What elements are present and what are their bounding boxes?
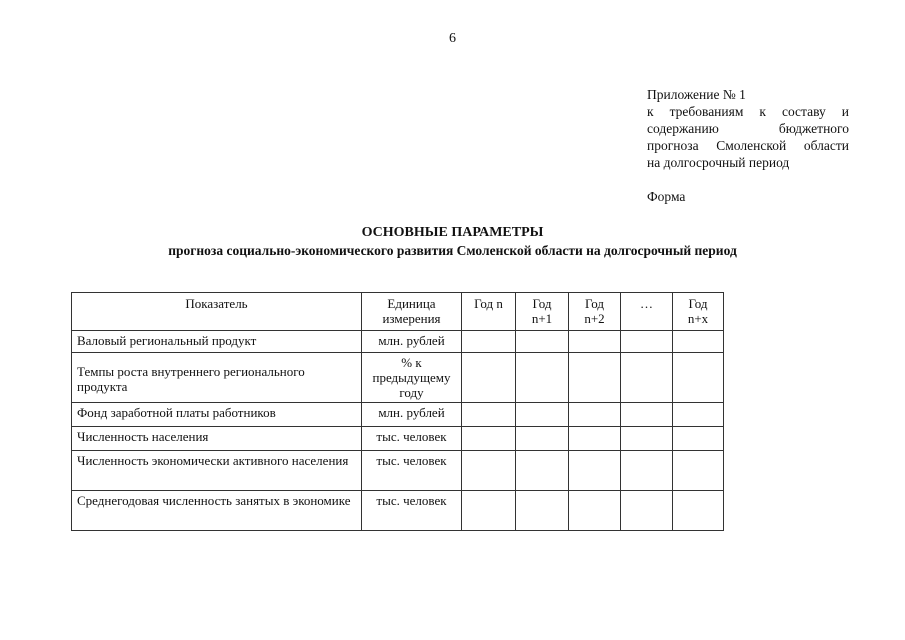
value-cell — [462, 353, 516, 403]
table-row — [72, 353, 724, 403]
indicator-cell: Фонд заработной платы работников — [72, 403, 362, 427]
header-indicator: Показатель — [72, 293, 362, 331]
value-cell — [621, 451, 673, 491]
parameters-table — [71, 292, 724, 531]
unit-cell: тыс. человек — [362, 451, 462, 491]
indicator-cell: Численность населения — [72, 427, 362, 451]
header-year-n: Год n — [462, 293, 516, 331]
form-label: Форма — [647, 189, 686, 204]
header-year-n1: Год n+1 — [516, 293, 569, 331]
unit-cell: тыс. человек — [362, 427, 462, 451]
value-cell — [621, 427, 673, 451]
value-cell — [462, 331, 516, 353]
document-subtitle: прогноза социально-экономического развития Смоленской области на долгосрочный период — [168, 243, 737, 258]
value-cell — [569, 353, 621, 403]
value-cell — [516, 491, 569, 531]
value-cell — [673, 491, 724, 531]
header-year-nx: Год n+x — [673, 293, 724, 331]
value-cell — [516, 331, 569, 353]
value-cell — [569, 331, 621, 353]
table-row — [72, 491, 724, 531]
unit-cell: % к предыдущему году — [362, 353, 462, 403]
value-cell — [516, 353, 569, 403]
indicator-cell: Валовый региональный продукт — [72, 331, 362, 353]
header-unit: Единица измерения — [362, 293, 462, 331]
indicator-cell: Среднегодовая численность занятых в экономике — [72, 491, 362, 531]
value-cell — [516, 427, 569, 451]
value-cell — [673, 451, 724, 491]
page-number: 6 — [449, 31, 456, 46]
appendix-line: содержанию бюджетного — [647, 121, 849, 136]
unit-cell: млн. рублей — [362, 403, 462, 427]
value-cell — [569, 427, 621, 451]
appendix-line: Приложение № 1 — [647, 87, 746, 102]
appendix-block — [647, 86, 849, 205]
value-cell — [569, 491, 621, 531]
value-cell — [462, 491, 516, 531]
value-cell — [462, 427, 516, 451]
appendix-line: на долгосрочный период — [647, 155, 790, 170]
indicator-cell: Численность экономически активного населения — [72, 451, 362, 491]
value-cell — [516, 451, 569, 491]
appendix-line: к требованиям к составу и — [647, 104, 849, 119]
table-row — [72, 451, 724, 491]
table-row — [72, 331, 724, 353]
header-year-n2: Год n+2 — [569, 293, 621, 331]
value-cell — [673, 353, 724, 403]
value-cell — [621, 491, 673, 531]
value-cell — [621, 403, 673, 427]
unit-cell: млн. рублей — [362, 331, 462, 353]
unit-cell: тыс. человек — [362, 491, 462, 531]
value-cell — [569, 403, 621, 427]
table-row — [72, 403, 724, 427]
value-cell — [516, 403, 569, 427]
appendix-line: прогноза Смоленской области — [647, 138, 849, 153]
indicator-cell: Темпы роста внутреннего регионального продукта — [72, 353, 362, 403]
header-ellipsis: … — [621, 293, 673, 331]
value-cell — [462, 403, 516, 427]
value-cell — [673, 403, 724, 427]
document-title: ОСНОВНЫЕ ПАРАМЕТРЫ — [361, 225, 544, 240]
value-cell — [462, 451, 516, 491]
table-row — [72, 427, 724, 451]
value-cell — [621, 331, 673, 353]
value-cell — [569, 451, 621, 491]
table-header-row — [72, 293, 724, 331]
value-cell — [621, 353, 673, 403]
value-cell — [673, 331, 724, 353]
value-cell — [673, 427, 724, 451]
